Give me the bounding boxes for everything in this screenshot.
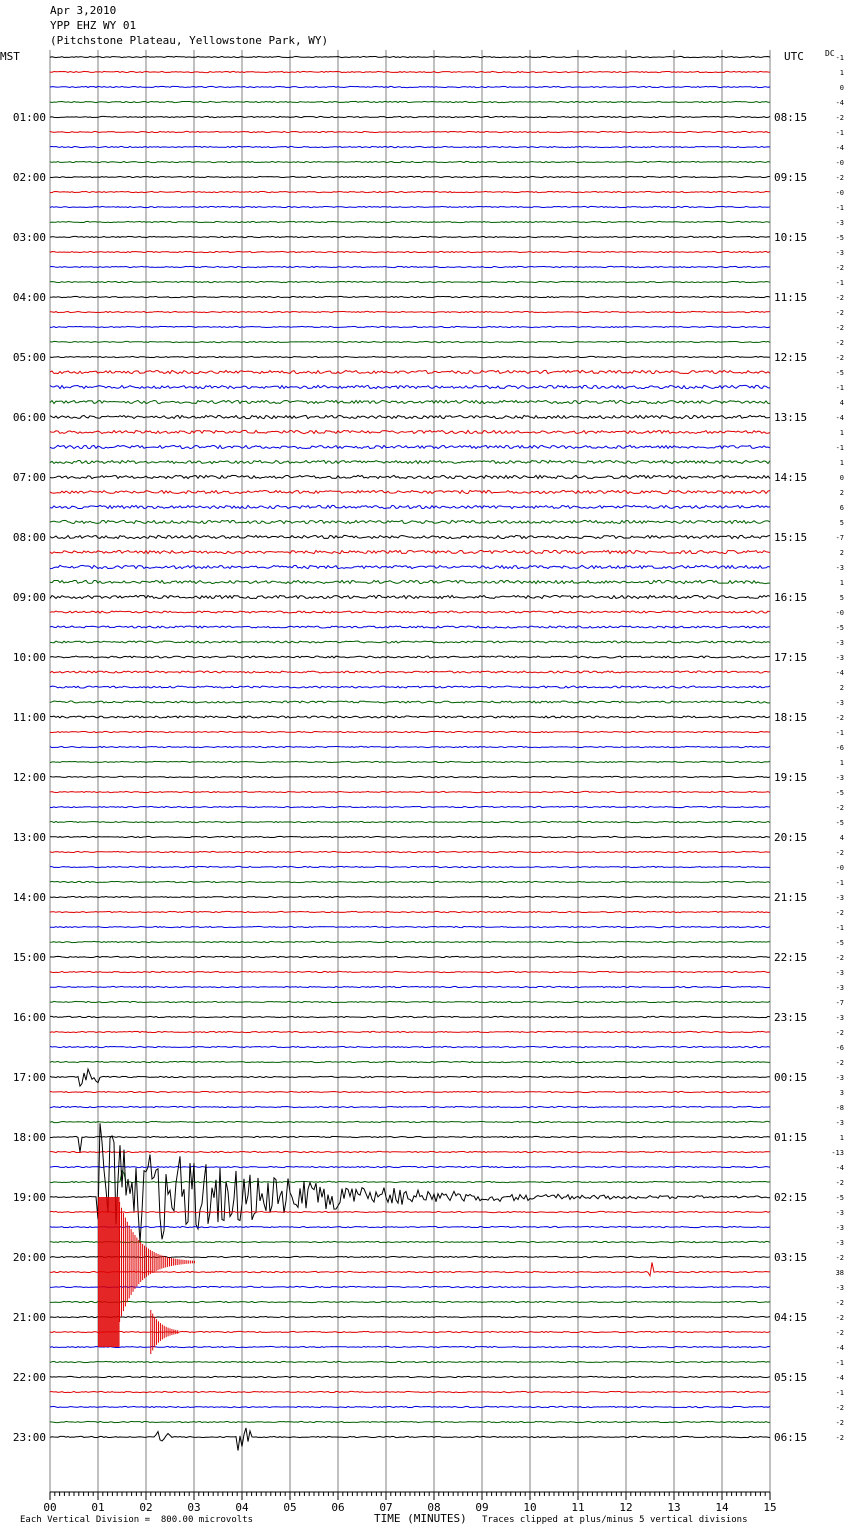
trace-line <box>50 1091 770 1092</box>
left-hour-label: 21:00 <box>12 1311 46 1324</box>
dc-offset-label: -3 <box>835 774 844 782</box>
trace-line <box>50 1391 770 1392</box>
dc-offset-label: -4 <box>835 144 844 152</box>
left-hour-label: 04:00 <box>12 291 46 304</box>
trace-line <box>50 101 770 102</box>
x-tick-label: 08 <box>427 1501 441 1514</box>
dc-offset-label: -2 <box>835 1329 844 1337</box>
dc-offset-label: -1 <box>835 279 844 287</box>
trace-line <box>50 716 770 718</box>
dc-offset-label: 1 <box>839 69 844 77</box>
trace-line <box>50 656 770 658</box>
right-hour-label: 19:15 <box>774 771 808 784</box>
dc-offset-label: -0 <box>835 189 844 197</box>
dc-offset-label: -7 <box>835 999 844 1007</box>
dc-offset-label: -2 <box>835 309 844 317</box>
trace-line <box>50 460 770 463</box>
trace-line <box>50 56 770 57</box>
dc-offset-label: 2 <box>839 684 844 692</box>
dc-offset-label: -13 <box>831 1149 844 1157</box>
trace-line <box>50 221 770 222</box>
trace-line <box>50 251 770 252</box>
x-tick-label: 05 <box>283 1501 297 1514</box>
dc-offset-label: -0 <box>835 159 844 167</box>
header-location: (Pitchstone Plateau, Yellowstone Park, WY) <box>50 34 329 47</box>
dc-offset-label: -3 <box>835 249 844 257</box>
right-hour-label: 13:15 <box>774 411 808 424</box>
dc-offset-label: -3 <box>835 1284 844 1292</box>
dc-offset-label: -5 <box>835 939 844 947</box>
trace-line <box>50 1421 770 1422</box>
trace-line <box>50 806 770 807</box>
left-hour-label: 19:00 <box>12 1191 46 1204</box>
trace-line <box>50 71 770 72</box>
trace-line <box>50 971 770 972</box>
header-date: Apr 3,2010 <box>50 4 117 17</box>
dc-offset-label: -2 <box>835 174 844 182</box>
dc-offset-label: -1 <box>835 204 844 212</box>
trace-line <box>50 400 770 403</box>
trace-line <box>50 956 770 957</box>
dc-offset-label: -8 <box>835 1104 844 1112</box>
dc-offset-label: -1 <box>835 1389 844 1397</box>
trace-line <box>50 595 770 598</box>
right-hour-label: 16:15 <box>774 591 808 604</box>
trace-line <box>50 926 770 927</box>
left-hour-label: 20:00 <box>12 1251 46 1264</box>
trace-line <box>50 1016 770 1017</box>
dc-offset-label: -3 <box>835 1209 844 1217</box>
left-hour-label: 23:00 <box>12 1431 46 1444</box>
header-station: YPP EHZ WY 01 <box>50 19 137 32</box>
dc-offset-label: -4 <box>835 1344 844 1352</box>
left-hour-label: 17:00 <box>12 1071 46 1084</box>
trace-line <box>50 296 770 297</box>
dc-offset-label: -3 <box>835 894 844 902</box>
dc-offset-label: 38 <box>835 1269 844 1277</box>
trace-line <box>50 505 770 508</box>
trace-line <box>50 1069 770 1086</box>
dc-offset-label: -3 <box>835 1074 844 1082</box>
left-hour-label: 10:00 <box>12 651 46 664</box>
left-hour-label: 06:00 <box>12 411 46 424</box>
trace-line <box>50 520 770 523</box>
dc-offset-label: -2 <box>835 1299 844 1307</box>
trace-line <box>50 475 770 478</box>
left-hour-label: 05:00 <box>12 351 46 364</box>
trace-line <box>50 1316 770 1317</box>
dc-offset-label: -2 <box>835 1254 844 1262</box>
right-hour-label: 03:15 <box>774 1251 808 1264</box>
trace-line <box>50 686 770 688</box>
dc-offset-label: 1 <box>839 759 844 767</box>
trace-line <box>50 356 770 357</box>
dc-offset-label: -4 <box>835 414 844 422</box>
dc-offset-label: -2 <box>835 1179 844 1187</box>
right-hour-label: 02:15 <box>774 1191 808 1204</box>
right-hour-label: 11:15 <box>774 291 808 304</box>
x-tick-label: 06 <box>331 1501 345 1514</box>
x-tick-label: 14 <box>715 1501 729 1514</box>
trace-line <box>50 266 770 267</box>
dc-offset-label: -4 <box>835 669 844 677</box>
dc-offset-label: 2 <box>839 549 844 557</box>
dc-offset-label: 5 <box>839 594 844 602</box>
trace-line <box>50 86 770 87</box>
trace-line <box>50 281 770 282</box>
left-hour-label: 01:00 <box>12 111 46 124</box>
trace-line <box>50 941 770 942</box>
dc-offset-label: -6 <box>835 1044 844 1052</box>
trace-line <box>50 311 770 312</box>
dc-offset-label: 1 <box>839 459 844 467</box>
dc-offset-label: -2 <box>835 114 844 122</box>
trace-line <box>50 671 770 673</box>
trace-line <box>50 1226 770 1227</box>
trace-line <box>50 445 770 448</box>
dc-offset-label: -2 <box>835 1029 844 1037</box>
dc-offset-label: -2 <box>835 804 844 812</box>
dc-offset-label: -2 <box>835 1059 844 1067</box>
trace-line <box>50 430 770 433</box>
right-hour-label: 22:15 <box>774 951 808 964</box>
trace-line <box>50 821 770 822</box>
dc-offset-label: 6 <box>839 504 844 512</box>
left-hour-label: 22:00 <box>12 1371 46 1384</box>
dc-offset-label: -5 <box>835 369 844 377</box>
trace-line <box>50 701 770 703</box>
trace-line <box>50 1428 770 1451</box>
trace-line <box>50 1301 770 1302</box>
dc-offset-label: -2 <box>835 1419 844 1427</box>
trace-line <box>50 746 770 747</box>
dc-offset-label: -2 <box>835 264 844 272</box>
dc-offset-label: 4 <box>839 399 844 407</box>
right-tz-label: UTC <box>784 50 804 63</box>
trace-line <box>50 1136 770 1152</box>
trace-line <box>50 1106 770 1107</box>
trace-line <box>50 896 770 897</box>
right-hour-label: 20:15 <box>774 831 808 844</box>
dc-offset-label: -3 <box>835 984 844 992</box>
right-hour-label: 21:15 <box>774 891 808 904</box>
trace-line <box>50 1151 770 1152</box>
trace-line <box>50 836 770 837</box>
dc-offset-label: -0 <box>835 864 844 872</box>
axis-labels <box>13 54 844 1514</box>
trace-line <box>50 176 770 177</box>
trace-line <box>50 986 770 987</box>
dc-offset-label: 1 <box>839 429 844 437</box>
left-hour-label: 15:00 <box>12 951 46 964</box>
clip-note: Traces clipped at plus/minus 5 vertical divisions <box>482 1515 748 1525</box>
right-hour-label: 15:15 <box>774 531 808 544</box>
dc-offset-label: -1 <box>835 444 844 452</box>
trace-line <box>50 791 770 792</box>
dc-offset-label: -5 <box>835 789 844 797</box>
dc-offset-label: -1 <box>835 924 844 932</box>
dc-offset-label: -2 <box>835 909 844 917</box>
dc-offset-label: 0 <box>839 84 844 92</box>
trace-line <box>50 206 770 207</box>
trace-line <box>50 626 770 628</box>
trace-line <box>50 385 770 388</box>
trace-line <box>50 911 770 912</box>
x-tick-label: 07 <box>379 1501 393 1514</box>
trace-line <box>50 1376 770 1377</box>
dc-offset-label: -3 <box>835 1119 844 1127</box>
trace-line <box>50 776 770 777</box>
trace-line <box>50 236 770 237</box>
x-tick-label: 00 <box>43 1501 57 1514</box>
right-hour-label: 18:15 <box>774 711 808 724</box>
dc-offset-label: -5 <box>835 1194 844 1202</box>
left-hour-label: 14:00 <box>12 891 46 904</box>
right-hour-label: 04:15 <box>774 1311 808 1324</box>
trace-line <box>50 580 770 583</box>
trace-line <box>50 131 770 132</box>
trace-line <box>50 415 770 418</box>
trace-line <box>50 1166 770 1167</box>
dc-offset-label: -3 <box>835 699 844 707</box>
dc-offset-label: 1 <box>839 1134 844 1142</box>
dc-offset-label: -5 <box>835 234 844 242</box>
trace-line <box>50 1346 770 1347</box>
trace-line <box>50 731 770 732</box>
right-hour-label: 01:15 <box>774 1131 808 1144</box>
x-tick-label: 11 <box>571 1501 585 1514</box>
right-hour-label: 00:15 <box>774 1071 808 1084</box>
dc-offset-label: -2 <box>835 849 844 857</box>
dc-offset-label: -4 <box>835 99 844 107</box>
trace-line <box>50 1046 770 1047</box>
dc-offset-label: -1 <box>835 729 844 737</box>
trace-line <box>50 326 770 327</box>
right-hour-label: 10:15 <box>774 231 808 244</box>
x-tick-label: 13 <box>667 1501 681 1514</box>
trace-line <box>50 550 770 553</box>
trace-line <box>50 161 770 162</box>
left-hour-label: 12:00 <box>12 771 46 784</box>
dc-offset-label: -4 <box>835 1164 844 1172</box>
dc-offset-label: -2 <box>835 354 844 362</box>
trace-line <box>50 1361 770 1362</box>
x-tick-label: 09 <box>475 1501 489 1514</box>
trace-line <box>50 1211 770 1212</box>
dc-label: DC <box>825 49 835 58</box>
dc-offset-label: -1 <box>835 879 844 887</box>
trace-line <box>50 851 770 852</box>
x-tick-label: 02 <box>139 1501 153 1514</box>
trace-line <box>50 761 770 762</box>
dc-offset-label: 5 <box>839 519 844 527</box>
right-hour-label: 05:15 <box>774 1371 808 1384</box>
trace-line <box>50 116 770 117</box>
dc-offset-label: -2 <box>835 1314 844 1322</box>
dc-offset-label: 1 <box>839 579 844 587</box>
right-hour-label: 23:15 <box>774 1011 808 1024</box>
left-hour-label: 07:00 <box>12 471 46 484</box>
dc-offset-label: -6 <box>835 744 844 752</box>
trace-group <box>50 56 770 1450</box>
left-hour-label: 03:00 <box>12 231 46 244</box>
trace-line <box>50 1061 770 1062</box>
dc-offset-label: -3 <box>835 219 844 227</box>
trace-line <box>50 191 770 192</box>
dc-offset-label: -2 <box>835 294 844 302</box>
left-hour-label: 11:00 <box>12 711 46 724</box>
x-tick-label: 10 <box>523 1501 537 1514</box>
right-hour-label: 06:15 <box>774 1431 808 1444</box>
trace-line <box>50 611 770 613</box>
clipped-event-block <box>98 1197 120 1347</box>
x-axis-title: TIME (MINUTES) <box>374 1512 467 1525</box>
dc-offset-label: -3 <box>835 1239 844 1247</box>
trace-line <box>50 370 770 373</box>
trace-line <box>50 565 770 568</box>
dc-offset-label: -3 <box>835 969 844 977</box>
left-hour-label: 13:00 <box>12 831 46 844</box>
trace-line <box>50 1286 770 1287</box>
dc-offset-label: -2 <box>835 339 844 347</box>
dc-offset-label: -2 <box>835 714 844 722</box>
dc-offset-label: -2 <box>835 954 844 962</box>
right-hour-label: 17:15 <box>774 651 808 664</box>
left-tz-label: MST <box>0 50 20 63</box>
left-hour-label: 09:00 <box>12 591 46 604</box>
trace-line <box>50 490 770 493</box>
x-tick-label: 15 <box>763 1501 777 1514</box>
right-hour-label: 14:15 <box>774 471 808 484</box>
trace-line <box>50 641 770 643</box>
dc-offset-label: -7 <box>835 534 844 542</box>
dc-offset-label: -5 <box>835 819 844 827</box>
dc-offset-label: -1 <box>835 384 844 392</box>
scale-note: Each Vertical Division = 800.00 microvolts <box>20 1515 253 1525</box>
dc-offset-label: 2 <box>839 489 844 497</box>
x-tick-label: 01 <box>91 1501 105 1514</box>
trace-line <box>50 341 770 342</box>
dc-offset-label: -5 <box>835 624 844 632</box>
dc-offset-label: -3 <box>835 654 844 662</box>
dc-offset-label: -1 <box>835 1359 844 1367</box>
dc-offset-label: 3 <box>839 1089 844 1097</box>
dc-offset-label: -3 <box>835 1014 844 1022</box>
left-hour-label: 16:00 <box>12 1011 46 1024</box>
dc-offset-label: -3 <box>835 639 844 647</box>
dc-offset-label: -4 <box>835 1374 844 1382</box>
trace-line <box>50 1031 770 1032</box>
trace-line <box>50 881 770 882</box>
left-hour-label: 18:00 <box>12 1131 46 1144</box>
trace-line <box>50 1123 770 1243</box>
trace-line <box>50 866 770 867</box>
left-hour-label: 02:00 <box>12 171 46 184</box>
trace-line <box>50 146 770 147</box>
right-hour-label: 08:15 <box>774 111 808 124</box>
dc-offset-label: 4 <box>839 834 844 842</box>
x-tick-label: 12 <box>619 1501 633 1514</box>
right-hour-label: 09:15 <box>774 171 808 184</box>
dc-offset-label: -2 <box>835 1404 844 1412</box>
dc-offset-label: -2 <box>835 324 844 332</box>
x-tick-label: 03 <box>187 1501 201 1514</box>
dc-offset-label: -3 <box>835 1224 844 1232</box>
right-hour-label: 12:15 <box>774 351 808 364</box>
trace-line <box>50 1121 770 1122</box>
left-hour-label: 08:00 <box>12 531 46 544</box>
dc-offset-label: 0 <box>839 474 844 482</box>
trace-line <box>50 535 770 538</box>
trace-line <box>50 1241 770 1242</box>
x-tick-label: 04 <box>235 1501 249 1514</box>
dc-offset-label: -1 <box>835 129 844 137</box>
dc-offset-label: -1 <box>835 54 844 62</box>
dc-offset-label: -3 <box>835 564 844 572</box>
dc-offset-label: -0 <box>835 609 844 617</box>
trace-line <box>50 1001 770 1002</box>
dc-offset-label: -2 <box>835 1434 844 1442</box>
trace-line <box>50 1406 770 1407</box>
